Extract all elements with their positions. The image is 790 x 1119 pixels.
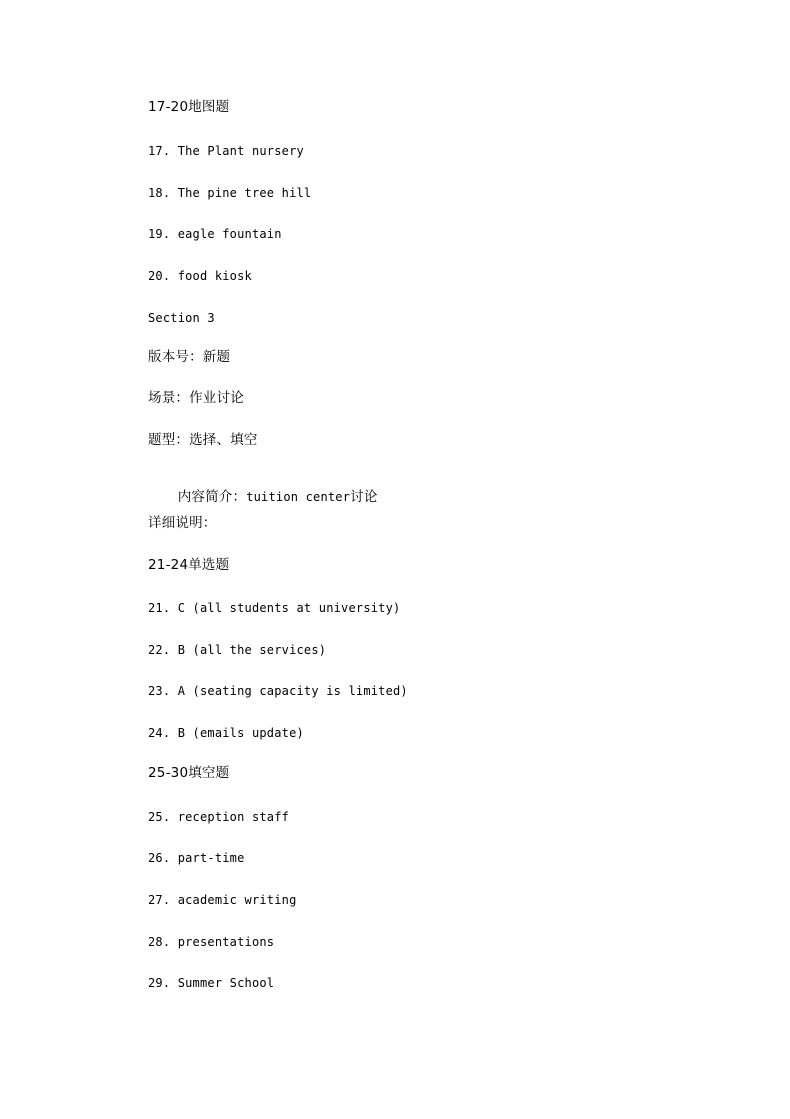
- details-line: 详细说明：: [148, 515, 217, 531]
- intro-value: tuition center: [246, 490, 351, 504]
- answer-20: 20. food kiosk: [148, 269, 252, 283]
- version-line: 版本号：新题: [148, 349, 231, 365]
- map-questions-heading: 17-20地图题: [148, 99, 230, 115]
- answer-21: 21. C (all students at university): [148, 601, 401, 615]
- single-choice-heading: 21-24单选题: [148, 557, 230, 573]
- intro-suffix: 讨论: [350, 489, 378, 505]
- answer-23: 23. A (seating capacity is limited): [148, 684, 408, 698]
- answer-25: 25. reception staff: [148, 810, 290, 824]
- answer-17: 17. The Plant nursery: [148, 144, 304, 158]
- intro-label: 内容简介：: [177, 489, 247, 505]
- answer-27: 27. academic writing: [148, 893, 297, 907]
- answer-19: 19. eagle fountain: [148, 227, 282, 241]
- scene-line: 场景：作业讨论: [148, 390, 244, 406]
- answer-18: 18. The pine tree hill: [148, 186, 312, 200]
- answer-22: 22. B (all the services): [148, 643, 327, 657]
- section-3-heading: Section 3: [148, 311, 215, 325]
- answer-29: 29. Summer School: [148, 976, 275, 990]
- question-type-line: 题型：选择、填空: [148, 432, 258, 448]
- answer-24: 24. B (emails update): [148, 726, 304, 740]
- answer-28: 28. presentations: [148, 935, 275, 949]
- fill-in-heading: 25-30填空题: [148, 765, 230, 781]
- answer-26: 26. part-time: [148, 851, 245, 865]
